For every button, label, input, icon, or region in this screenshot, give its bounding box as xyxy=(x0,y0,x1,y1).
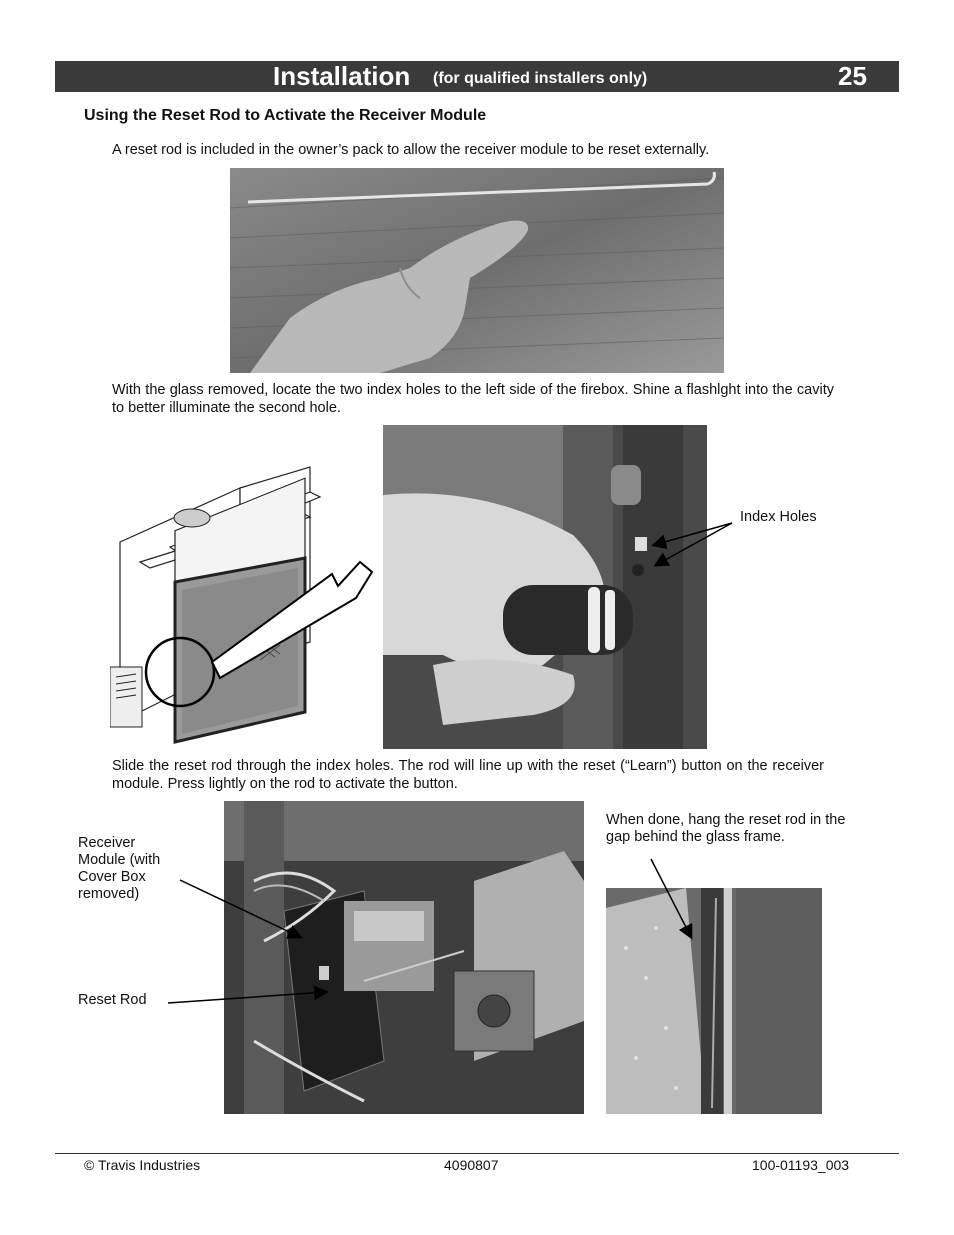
photo-hung-rod-illustration xyxy=(606,888,822,1114)
paragraph-index-holes: With the glass removed, locate the two index holes to the left side of the firebox. Shine a flashlght into the cavity to better illuminate the second hole. xyxy=(112,382,834,416)
page-title: Installation xyxy=(273,61,411,91)
photo-hung-rod xyxy=(606,888,822,1114)
label-hang-note: When done, hang the reset rod in the gap behind the glass frame. xyxy=(606,812,846,845)
photo-reset-rod xyxy=(230,168,724,373)
page-subtitle: (for qualified installers only) xyxy=(433,70,648,87)
page-number: 25 xyxy=(838,61,867,91)
label-index-holes: Index Holes xyxy=(740,509,817,525)
label-receiver-module: Receiver Module (with Cover Box removed) xyxy=(78,835,161,902)
fireplace-diagram-illustration xyxy=(110,462,380,752)
paragraph-intro: A reset rod is included in the owner’s pack to allow the receiver module to be reset externally. xyxy=(112,142,710,158)
arrows-index-holes xyxy=(640,515,740,575)
photo-index-holes xyxy=(383,425,707,749)
footer-copyright: © Travis Industries xyxy=(84,1157,201,1173)
arrows-receiver-module xyxy=(160,875,340,1010)
photo-index-holes-illustration xyxy=(383,425,707,749)
page-header-bar xyxy=(55,61,899,92)
footer-doc-code: 4090807 xyxy=(444,1157,499,1173)
photo-reset-rod-illustration xyxy=(230,168,724,373)
paragraph-slide-rod: Slide the reset rod through the index holes. The rod will line up with the reset (“Learn”) button on the receiver module. Press lightly on the rod to activate the button. xyxy=(112,758,824,792)
label-reset-rod: Reset Rod xyxy=(78,992,147,1008)
arrow-hung-rod xyxy=(645,855,705,945)
fireplace-diagram xyxy=(110,462,380,752)
footer-part-number: 100-01193_003 xyxy=(752,1157,850,1173)
section-heading: Using the Reset Rod to Activate the Receiver Module xyxy=(84,107,487,124)
footer-rule xyxy=(55,1153,899,1154)
